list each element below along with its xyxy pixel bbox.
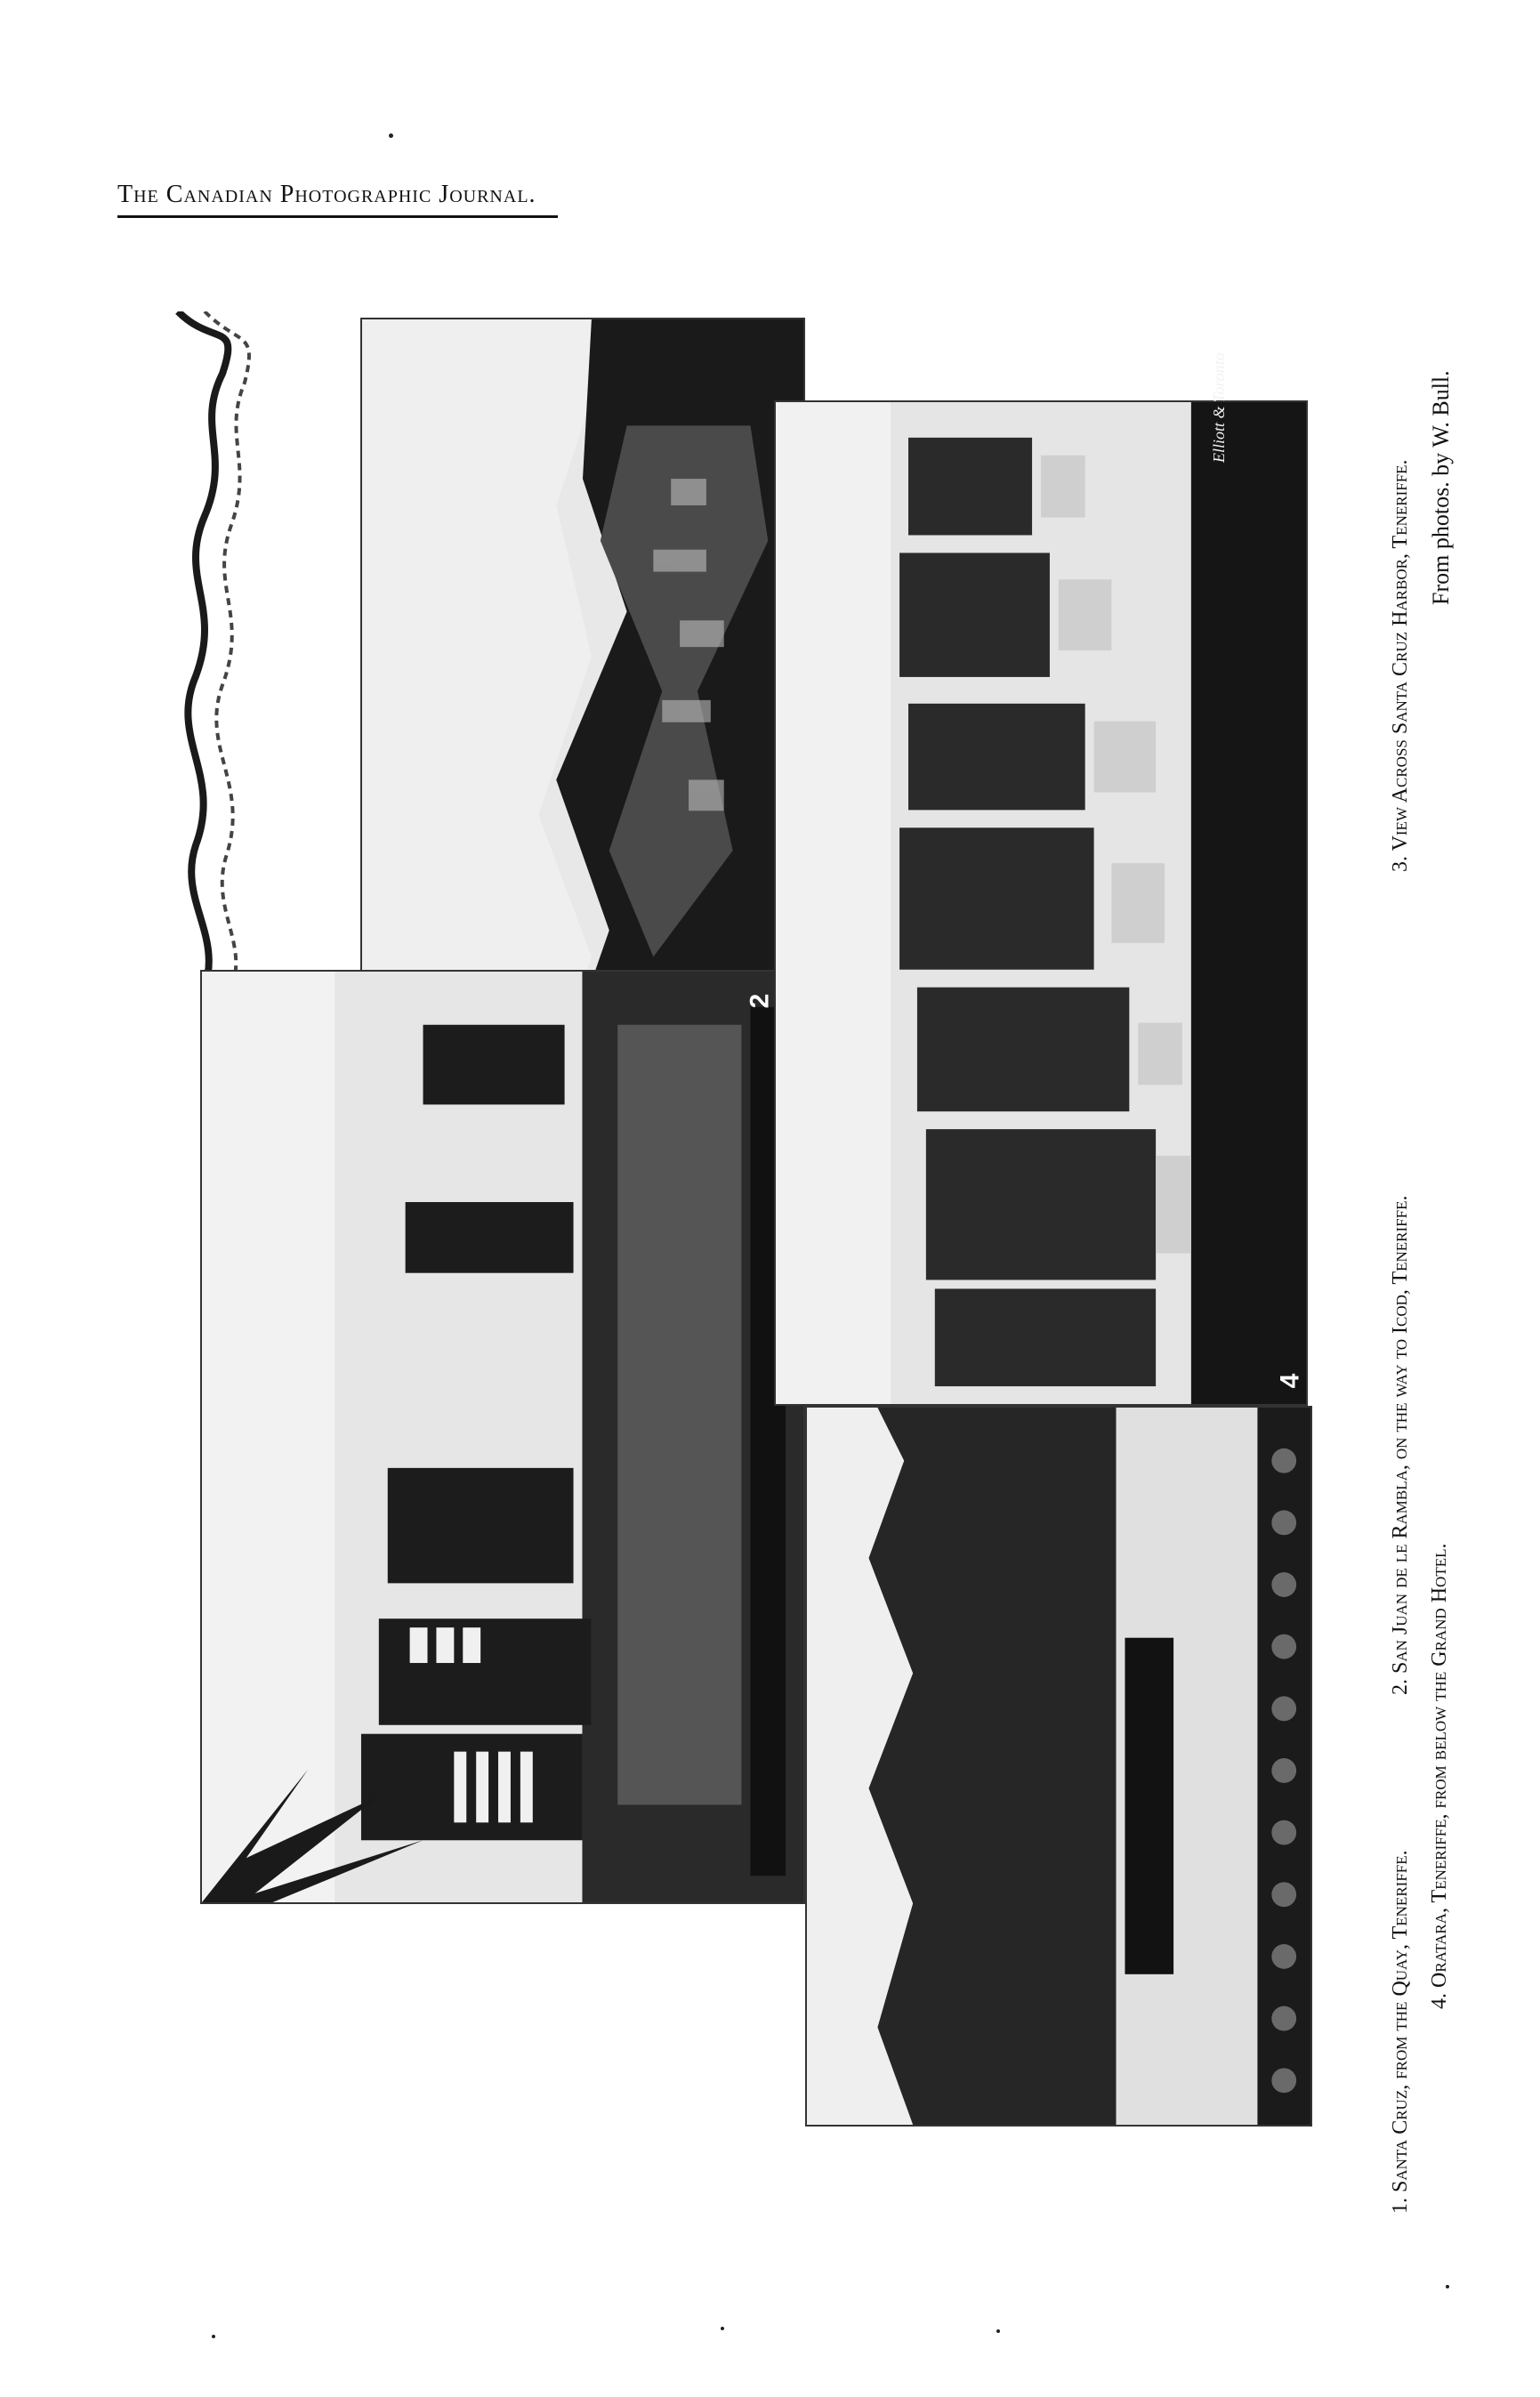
halftone-image [776,402,1306,1404]
running-header: The Canadian Photographic Journal. [117,181,536,208]
photo-san-juan-rambla [360,318,805,1034]
halftone-image [362,319,803,1032]
caption-2: 2. San Juan de le Rambla, on the way to Icod, Teneriffe. [1389,1195,1412,1695]
photo-santa-cruz-quay [200,970,805,1904]
scroll-ornament [160,311,267,988]
print-speck [721,2327,724,2330]
print-speck [212,2335,215,2338]
print-speck [389,133,393,138]
caption-1: 1. Santa Cruz, from the Quay, Teneriffe. [1389,1850,1412,2214]
print-speck [1446,2285,1449,2288]
photo-credit: From photos. by W. Bull. [1428,370,1454,605]
plate-number-4: 4 [1275,1373,1305,1389]
photo-santa-cruz-harbor [774,400,1308,1406]
print-speck [996,2329,1000,2333]
plate-number-2: 2 [745,993,775,1009]
caption-4: 4. Oratara, Teneriffe, from below the Grand Hotel. [1428,1543,1451,2009]
photo-oratara [805,1406,1312,2127]
header-rule [117,215,558,218]
caption-3: 3. View Across Santa Cruz Harbor, Teneriffe. [1389,459,1412,872]
halftone-image [202,972,803,1902]
engraver-credit: Elliott & Toronto [1210,352,1228,463]
halftone-image [807,1408,1310,2125]
